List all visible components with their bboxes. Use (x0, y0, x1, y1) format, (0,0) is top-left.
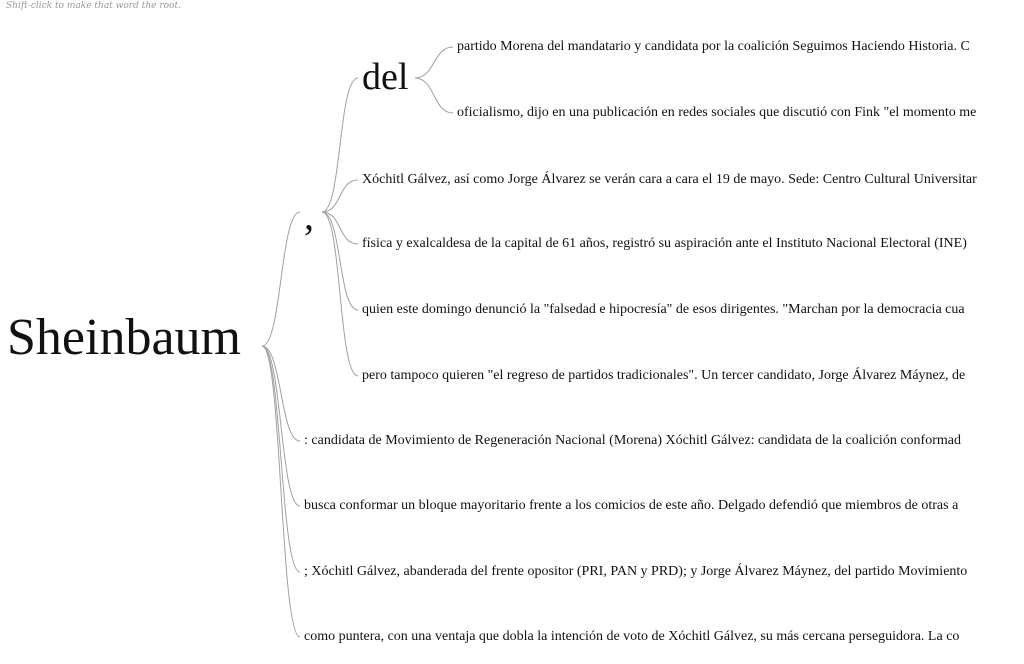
leaf-phrase[interactable]: física y exalcaldesa de la capital de 61 años, registró su aspiración ante el Instituto Nacional Electoral (INE) (362, 236, 967, 251)
connector-comma-leaf-4 (322, 212, 358, 376)
connector-root-comma (262, 212, 300, 346)
leaf-phrase[interactable]: : candidata de Movimiento de Regeneración Nacional (Morena) Xóchitl Gálvez: candidata de la coalición conformad (304, 433, 961, 448)
connector-comma-del (322, 78, 358, 212)
connector-comma-leaf-1 (322, 180, 358, 212)
connector-root-leaf-2 (262, 346, 300, 506)
connector-root-leaf-4 (262, 346, 300, 637)
connector-del-leaf-1 (415, 47, 453, 78)
branch-word-del[interactable]: del (362, 56, 409, 98)
leaf-phrase[interactable]: pero tampoco quieren "el regreso de partidos tradicionales". Un tercer candidato, Jorge Álvarez Máynez, de (362, 368, 966, 383)
connector-del-leaf-2 (415, 78, 453, 113)
leaf-phrase[interactable]: oficialismo, dijo en una publicación en redes sociales que discutió con Fink "el momento me (457, 105, 977, 120)
connector-root-leaf-1 (262, 346, 300, 441)
root-word[interactable]: Sheinbaum (7, 309, 241, 366)
leaf-phrase[interactable]: busca conformar un bloque mayoritario frente a los comicios de este año. Delgado defendió que miembros de otras a (304, 498, 959, 513)
instruction-hint: Shift-click to make that word the root. (6, 1, 181, 11)
branch-word-comma[interactable]: , (304, 193, 314, 238)
connector-root-leaf-3 (262, 346, 300, 572)
leaf-phrase[interactable]: partido Morena del mandatario y candidata por la coalición Seguimos Haciendo Historia. C (457, 39, 970, 54)
leaf-phrase[interactable]: ; Xóchitl Gálvez, abanderada del frente opositor (PRI, PAN y PRD); y Jorge Álvarez Máynez, del partido Movimiento (304, 564, 968, 579)
connector-comma-leaf-2 (322, 212, 358, 244)
connector-comma-leaf-3 (322, 212, 358, 310)
leaf-phrase[interactable]: quien este domingo denunció la "falsedad e hipocresía" de esos dirigentes. "Marchan por la democracia cua (362, 302, 965, 317)
leaf-phrase[interactable]: como puntera, con una ventaja que dobla la intención de voto de Xóchitl Gálvez, su más cercana perseguidora. La co (304, 629, 960, 644)
leaf-phrase[interactable]: Xóchitl Gálvez, así como Jorge Álvarez se verán cara a cara el 19 de mayo. Sede: Centro Cultural Universitar (362, 172, 977, 187)
